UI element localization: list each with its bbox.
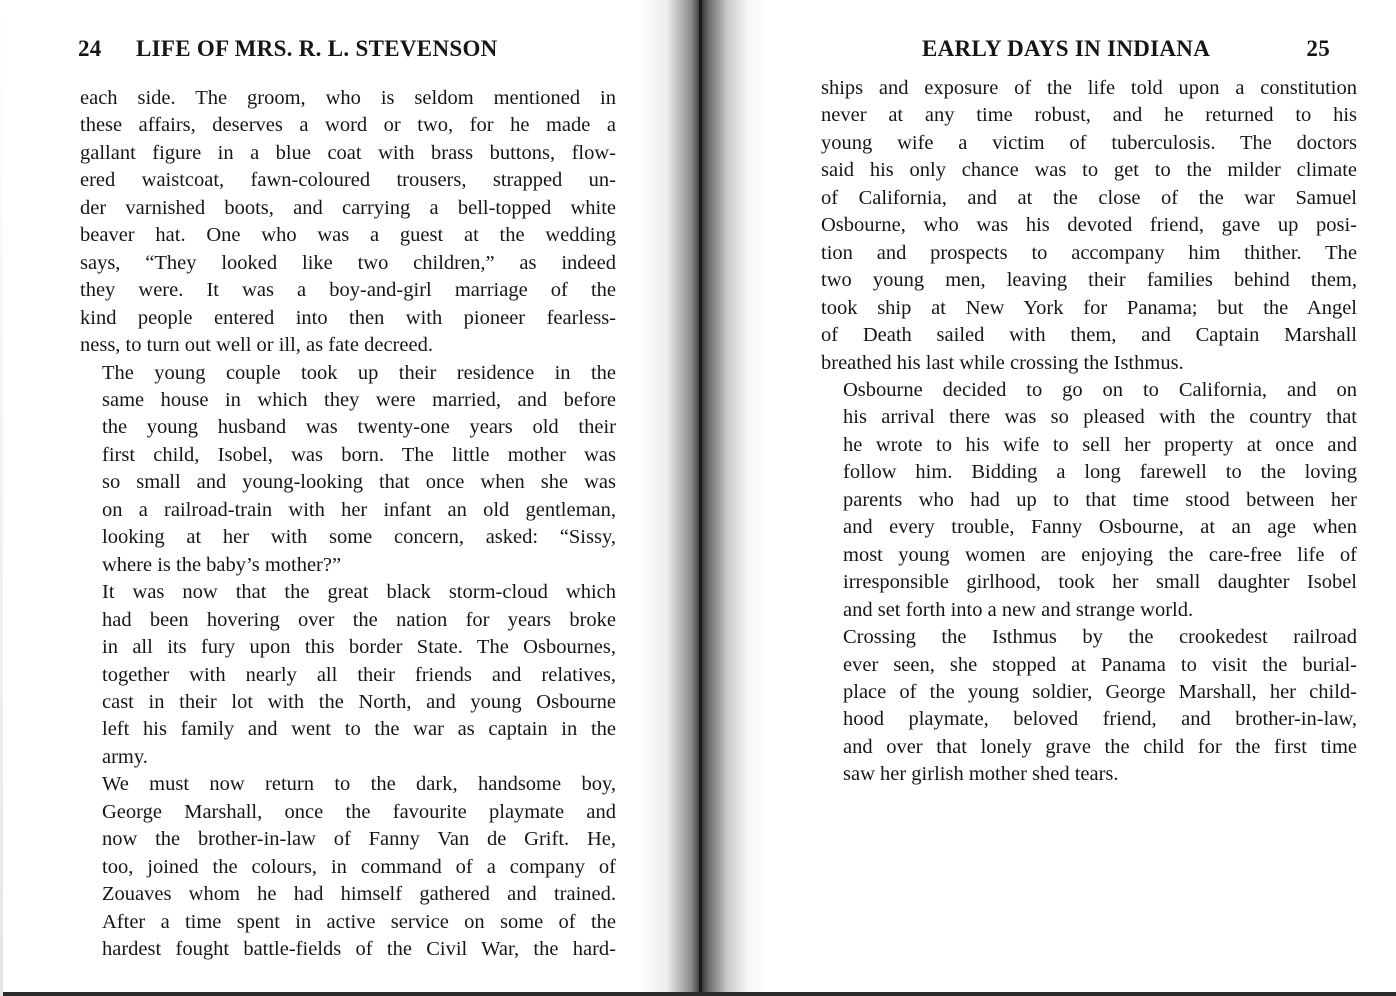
text-line: beaver hat. One who was a guest at the wedding — [80, 224, 616, 247]
text-line: had been hovering over the nation for years broke — [102, 608, 616, 631]
text-line: cast in their lot with the North, and young Osbourne — [102, 690, 616, 713]
left-page-edge — [0, 0, 3, 996]
text-line: young wife a victim of tuberculosis. The doctors — [821, 131, 1357, 154]
right-page — [700, 0, 1396, 996]
text-line: they were. It was a boy-and-girl marriage of the — [80, 279, 616, 302]
left-page-number: 24 — [78, 36, 102, 61]
text-line: and set forth into a new and strange world. — [843, 598, 1194, 621]
text-line: too, joined the colours, in command of a company of — [102, 855, 616, 878]
right-running-head — [922, 36, 1352, 62]
left-running-title: LIFE OF MRS. R. L. STEVENSON — [136, 36, 498, 61]
text-line: Osbourne, who was his devoted friend, gave up posi- — [821, 214, 1357, 237]
left-body-text — [80, 85, 616, 964]
text-line: says, “They looked like two children,” as indeed — [80, 251, 616, 274]
text-line: ness, to turn out well or ill, as fate decreed. — [80, 334, 433, 357]
text-line: left his family and went to the war as captain in the — [102, 718, 616, 741]
text-line: and over that lonely grave the child for the first time — [843, 735, 1357, 758]
text-line: most young women are enjoying the care-free life of — [843, 543, 1357, 566]
paragraph — [821, 377, 1357, 624]
text-line: Osbourne decided to go on to California, and on — [843, 378, 1357, 401]
text-line: the young husband was twenty-one years old their — [102, 416, 616, 439]
right-running-title: EARLY DAYS IN INDIANA — [922, 36, 1211, 61]
right-body-text — [821, 75, 1357, 789]
text-line: and every trouble, Fanny Osbourne, at an age when — [843, 516, 1357, 539]
text-line: he wrote to his wife to sell her property at once and — [843, 433, 1357, 456]
text-line: same house in which they were married, and before — [102, 388, 616, 411]
text-line: After a time spent in active service on some of the — [102, 910, 616, 933]
text-line: two young men, leaving their families behind them, — [821, 269, 1357, 292]
text-line: first child, Isobel, was born. The little mother was — [102, 443, 616, 466]
text-line: took ship at New York for Panama; but the Angel — [821, 296, 1357, 319]
text-line: where is the baby’s mother?” — [102, 553, 342, 576]
text-line: of California, and at the close of the war Samuel — [821, 186, 1357, 209]
text-line: George Marshall, once the favourite playmate and — [102, 800, 616, 823]
text-line: saw her girlish mother shed tears. — [843, 763, 1119, 786]
text-line: looking at her with some concern, asked: “Sissy, — [102, 526, 616, 549]
bottom-page-edge — [0, 992, 1396, 996]
left-running-head — [78, 36, 618, 62]
text-line: Crossing the Isthmus by the crookedest railroad — [843, 626, 1357, 649]
text-line: irresponsible girlhood, took her small daughter Isobel — [843, 571, 1357, 594]
paragraph — [80, 360, 616, 580]
text-line: of Death sailed with them, and Captain Marshall — [821, 324, 1357, 347]
text-line: Zouaves whom he had himself gathered and trained. — [102, 883, 616, 906]
paragraph — [821, 75, 1357, 377]
text-line: hood playmate, beloved friend, and brother-in-law, — [843, 708, 1357, 731]
right-page-number: 25 — [1306, 36, 1330, 61]
text-line: kind people entered into then with pioneer fearless- — [80, 306, 616, 329]
book-spine — [699, 0, 702, 996]
text-line: ships and exposure of the life told upon a constitution — [821, 77, 1357, 99]
text-line: gallant figure in a blue coat with brass buttons, flow- — [80, 141, 616, 164]
text-line: each side. The groom, who is seldom mentioned in — [80, 87, 616, 109]
text-line: together with nearly all their friends and relatives, — [102, 663, 616, 686]
paragraph — [80, 771, 616, 963]
text-line: hardest fought battle-fields of the Civil War, the hard- — [102, 938, 616, 961]
text-line: said his only chance was to get to the milder climate — [821, 159, 1357, 182]
text-line: It was now that the great black storm-cloud which — [102, 581, 616, 604]
paragraph — [821, 624, 1357, 789]
text-line: place of the young soldier, George Marshall, her child- — [843, 680, 1357, 703]
text-line: breathed his last while crossing the Isthmus. — [821, 351, 1184, 374]
text-line: on a railroad-train with her infant an old gentleman, — [102, 498, 616, 521]
text-line: these affairs, deserves a word or two, for he made a — [80, 114, 616, 137]
text-line: army. — [102, 745, 148, 768]
text-line: follow him. Bidding a long farewell to the loving — [843, 461, 1357, 484]
text-line: now the brother-in-law of Fanny Van de Grift. He, — [102, 828, 616, 851]
text-line: der varnished boots, and carrying a bell-topped white — [80, 196, 616, 219]
text-line: parents who had up to that time stood between her — [843, 488, 1357, 511]
text-line: The young couple took up their residence in the — [102, 361, 616, 384]
text-line: We must now return to the dark, handsome boy, — [102, 773, 616, 796]
paragraph — [80, 579, 616, 771]
text-line: ever seen, she stopped at Panama to visit the burial- — [843, 653, 1357, 676]
text-line: so small and young-looking that once when she was — [102, 471, 616, 494]
text-line: tion and prospects to accompany him thither. The — [821, 241, 1357, 264]
text-line: his arrival there was so pleased with the country that — [843, 406, 1357, 429]
text-line: never at any time robust, and he returned to his — [821, 104, 1357, 127]
text-line: in all its fury upon this border State. The Osbournes, — [102, 636, 616, 659]
text-line: ered waistcoat, fawn-coloured trousers, strapped un- — [80, 169, 616, 192]
paragraph — [80, 85, 616, 360]
